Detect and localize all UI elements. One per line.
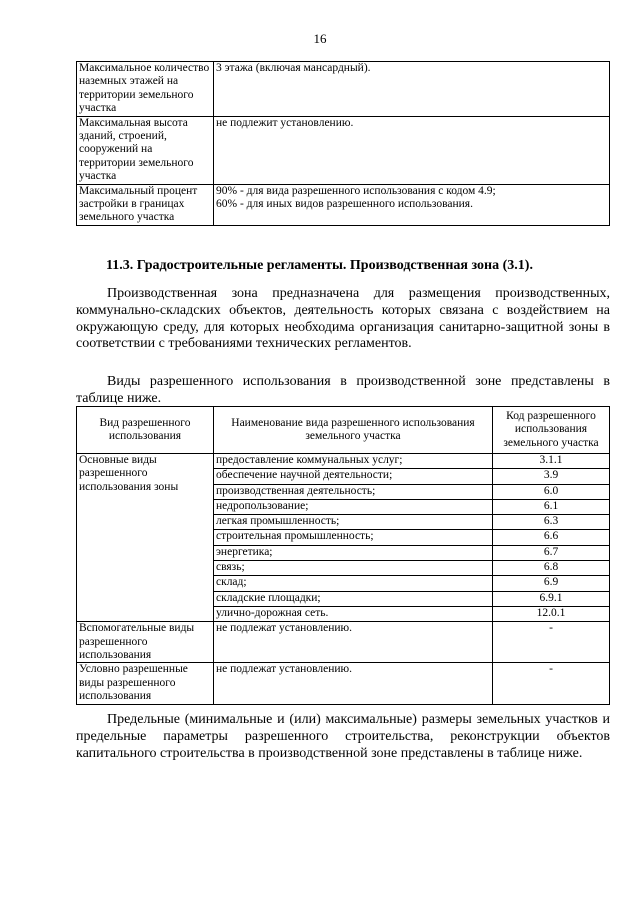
param-value-line: 90% - для вида разрешенного использования с кодом 4.9; (216, 184, 496, 197)
use-code: 6.9.1 (493, 591, 610, 606)
use-name: энергетика; (214, 545, 493, 560)
param-value: не подлежит установлению. (214, 116, 610, 184)
section-title: 11.3. Градостроительные регламенты. Производственная зона (3.1). (106, 258, 533, 273)
use-code: 6.3 (493, 515, 610, 530)
use-name: склад; (214, 576, 493, 591)
use-code: 12.0.1 (493, 606, 610, 621)
use-code: 6.9 (493, 576, 610, 591)
use-name: обеспечение научной деятельности; (214, 469, 493, 484)
use-name: строительная промышленность; (214, 530, 493, 545)
paragraph-table-intro: Виды разрешенного использования в производственной зоне представлены в таблице ниже. (76, 374, 610, 406)
use-name: не подлежат установлению. (214, 663, 493, 704)
use-name: улично-дорожная сеть. (214, 606, 493, 621)
use-name: не подлежат установлению. (214, 622, 493, 663)
param-value: 3 этажа (включая мансардный). (214, 62, 610, 117)
column-header: Наименование вида разрешенного использования земельного участка (214, 407, 493, 454)
use-name: связь; (214, 561, 493, 576)
table-row (77, 663, 610, 704)
use-code: 3.1.1 (493, 454, 610, 469)
column-header: Код разрешенного использования земельного участка (493, 407, 610, 454)
use-name: легкая промышленность; (214, 515, 493, 530)
column-header: Вид разрешенного использования (77, 407, 214, 454)
use-code: - (493, 663, 610, 704)
use-code: 6.8 (493, 561, 610, 576)
page-number: 16 (313, 31, 327, 46)
param-label: Максимальное количество наземных этажей на территории земельного участка (77, 62, 214, 117)
use-code: 6.1 (493, 499, 610, 514)
land-use-types-table (76, 406, 610, 705)
use-name: предоставление коммунальных услуг; (214, 454, 493, 469)
paragraph-zone-purpose: Производственная зона предназначена для размещения производственных, коммунально-складских объектов, деятельность которых связана с воздействием на окружающую среду, для которых необходима организация санитарно-защитной зоны в соответствии с требованиями технических регламентов. (76, 286, 610, 352)
param-value-line: 60% - для иных видов разрешенного использования. (216, 198, 473, 211)
use-code: 6.6 (493, 530, 610, 545)
use-name: недропользование; (214, 499, 493, 514)
paragraph-limits-intro: Предельные (минимальные и (или) максимальные) размеры земельных участков и предельные параметры разрешенного строительства, реконструкции объектов капитального строительства в производственной зоне представлены в таблице ниже. (76, 712, 610, 761)
use-code: 6.0 (493, 484, 610, 499)
param-label: Максимальный процент застройки в границах земельного участка (77, 184, 214, 225)
table-row (77, 184, 610, 225)
table-row (77, 116, 610, 184)
param-value (214, 184, 610, 225)
param-label: Максимальная высота зданий, строений, сооружений на территории земельного участка (77, 116, 214, 184)
table-header-row (77, 407, 610, 454)
use-name: производственная деятельность; (214, 484, 493, 499)
use-code: - (493, 622, 610, 663)
building-parameters-table (76, 61, 610, 226)
group-conditional-label: Условно разрешенные виды разрешенного использования (77, 663, 214, 704)
use-name: складские площадки; (214, 591, 493, 606)
group-aux-label: Вспомогательные виды разрешенного использования (77, 622, 214, 663)
table-row (77, 62, 610, 117)
use-code: 3.9 (493, 469, 610, 484)
table-row (77, 622, 610, 663)
use-code: 6.7 (493, 545, 610, 560)
group-main-label: Основные виды разрешенного использования зоны (77, 454, 214, 622)
table-row (77, 454, 610, 469)
